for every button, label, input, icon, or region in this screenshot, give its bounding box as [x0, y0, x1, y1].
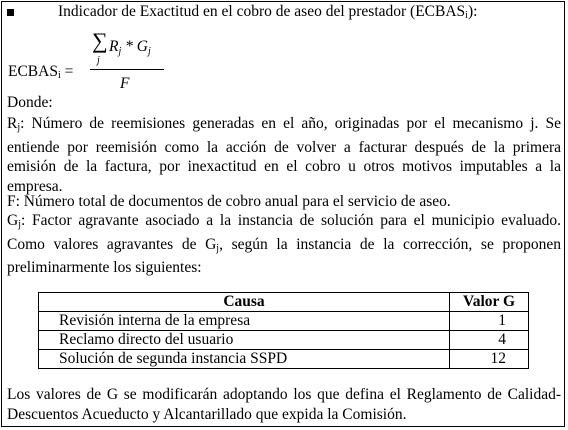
closing-paragraph: Los valores de G se modificarán adoptando los que defina el Reglamento de Calidad-Descuentos Acueducto y Alcantarillado que expida la Comisión. — [7, 386, 561, 423]
header-cause: Causa — [39, 293, 450, 312]
document-page — [1, 1, 565, 427]
table-row — [39, 312, 529, 331]
formula-denominator: F — [120, 75, 130, 92]
cause-cell: Reclamo directo del usuario — [39, 331, 450, 350]
summation-symbol: ∑ — [92, 28, 108, 53]
square-bullet-icon — [7, 9, 14, 16]
indicator-heading: Indicador de Exactitud en el cobro de aseo del prestador $(ECBAS_i)$: — [58, 3, 478, 21]
cause-cell: Revisión interna de la empresa — [39, 312, 450, 331]
aggravating-factors-table — [38, 292, 529, 369]
value-cell: 1 — [450, 312, 529, 331]
summation-index: j — [97, 55, 100, 66]
fraction-bar — [90, 69, 164, 70]
gj-definition: $G_j$: Factor agravante asociado a la instancia de solución para el municipio evaluado. Como valores agravantes de $G_j$, según la instancia de la corrección, se proponen preliminarmente los siguientes: — [7, 212, 562, 277]
value-cell: 4 — [450, 331, 529, 350]
formula-numerator: Rj * Gj — [109, 38, 151, 57]
formula-lhs: $ECBAS_i$ = — [8, 63, 74, 81]
rj-definition: $R_j$: Número de reemisiones generadas en el año, originadas por el mecanismo j. Se entiende por reemisión como la acción de volver a facturar después de la primera emisión de la factura, por inexactitud en el cobro u otros motivos imputables a la empresa. — [7, 115, 561, 195]
cause-cell: Solución de segunda instancia SSPD — [39, 350, 450, 369]
f-definition: F: Número total de documentos de cobro anual para el servicio de aseo. — [7, 193, 451, 210]
table-row — [39, 350, 529, 369]
table-row — [39, 331, 529, 350]
table-header-row — [39, 293, 529, 312]
value-cell: 12 — [450, 350, 529, 369]
donde-label: Donde: — [7, 94, 53, 111]
header-value: Valor G — [450, 293, 529, 312]
